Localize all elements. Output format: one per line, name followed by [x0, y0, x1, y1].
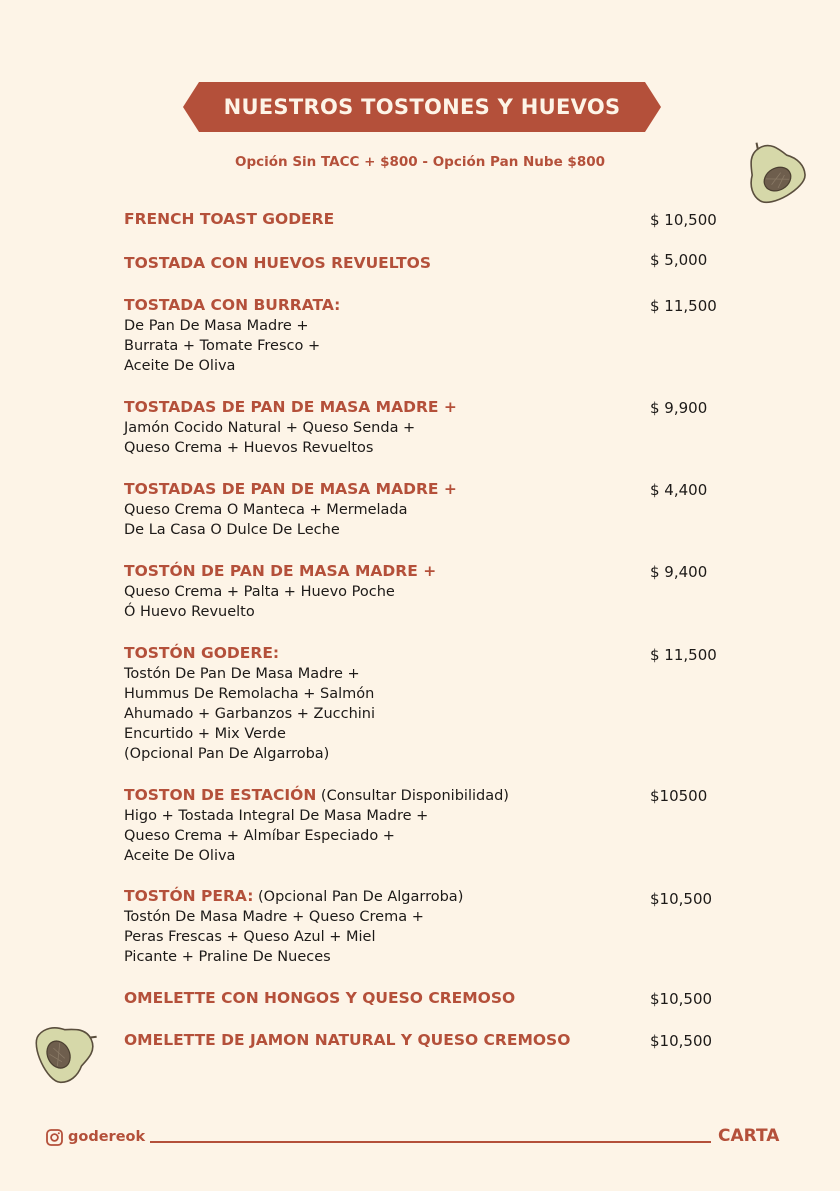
menu-item-description: Higo + Tostada Integral De Masa Madre + Queso Crema + Almíbar Especiado + Aceite De Oliva — [124, 808, 429, 864]
menu-item-title: TOSTADA CON HUEVOS REVUELTOS — [124, 254, 431, 272]
menu-item-title: OMELETTE DE JAMON NATURAL Y QUESO CREMOSO — [124, 1031, 571, 1049]
menu-item-title: TOSTADA CON BURRATA: — [124, 296, 341, 314]
instagram-handle[interactable] — [46, 1127, 145, 1147]
menu-item-title: OMELETTE CON HONGOS Y QUESO CREMOSO — [124, 989, 516, 1007]
menu-item-price: $ 10,500 — [650, 211, 717, 229]
menu-item-price: $ 9,900 — [650, 399, 708, 417]
menu-item-title: TOSTÓN PERA: (Opcional Pan De Algarroba) — [124, 887, 464, 905]
footer-label: CARTA — [718, 1126, 780, 1146]
menu-item — [124, 988, 764, 1009]
avocado-icon — [22, 1014, 106, 1090]
instagram-icon — [46, 1129, 63, 1146]
page-title: NUESTROS TOSTONES Y HUEVOS — [223, 95, 621, 119]
menu-item-title: TOSTÓN DE PAN DE MASA MADRE + — [124, 562, 437, 580]
menu-item-title: TOSTÓN GODERE: — [124, 644, 280, 662]
menu-item — [124, 253, 764, 274]
menu-item — [124, 643, 764, 764]
menu-item-price: $ 11,500 — [650, 646, 717, 664]
menu-item-price: $ 5,000 — [650, 251, 708, 269]
menu-item-description: Tostón De Masa Madre + Queso Crema + Peras Frescas + Queso Azul + Miel Picante + Praline De Nueces — [124, 909, 424, 965]
menu-item-price: $10500 — [650, 787, 708, 805]
menu-item-title: TOSTADAS DE PAN DE MASA MADRE + — [124, 398, 457, 416]
menu-item-description: De Pan De Masa Madre + Burrata + Tomate Fresco + Aceite De Oliva — [124, 318, 321, 374]
menu-item — [124, 209, 764, 230]
footer-divider — [150, 1141, 711, 1143]
menu-item-price: $ 9,400 — [650, 563, 708, 581]
avocado-icon — [736, 138, 812, 208]
page-subtitle: Opción Sin TACC + $800 - Opción Pan Nube $800 — [234, 154, 606, 170]
menu-item-title: TOSTADAS DE PAN DE MASA MADRE + — [124, 480, 457, 498]
menu-item — [124, 1030, 764, 1051]
menu-item — [124, 561, 764, 622]
menu-item-description: Tostón De Pan De Masa Madre + Hummus De Remolacha + Salmón Ahumado + Garbanzos + Zucchini Encurtido + Mix Verde (Opcional Pan De Algarroba) — [124, 666, 376, 762]
menu-item-price: $10,500 — [650, 990, 713, 1008]
menu-item — [124, 397, 764, 458]
instagram-handle-text: godereok — [68, 1129, 146, 1145]
menu-item — [124, 479, 764, 540]
menu-item-description: Jamón Cocido Natural + Queso Senda + Queso Crema + Huevos Revueltos — [124, 420, 416, 456]
menu-item-description: Queso Crema + Palta + Huevo Poche Ó Huevo Revuelto — [124, 584, 395, 620]
menu-item-price: $10,500 — [650, 890, 713, 908]
menu-item-price: $ 11,500 — [650, 297, 717, 315]
menu-item-title: FRENCH TOAST GODERE — [124, 210, 335, 228]
menu-item-price: $10,500 — [650, 1032, 713, 1050]
title-banner — [183, 82, 661, 132]
menu-item-price: $ 4,400 — [650, 481, 708, 499]
menu-item — [124, 886, 764, 967]
menu-item — [124, 785, 764, 866]
menu-item — [124, 295, 764, 376]
menu-item-description: Queso Crema O Manteca + Mermelada De La Casa O Dulce De Leche — [124, 502, 408, 538]
menu-item-title: TOSTON DE ESTACIÓN (Consultar Disponibilidad) — [124, 786, 509, 804]
